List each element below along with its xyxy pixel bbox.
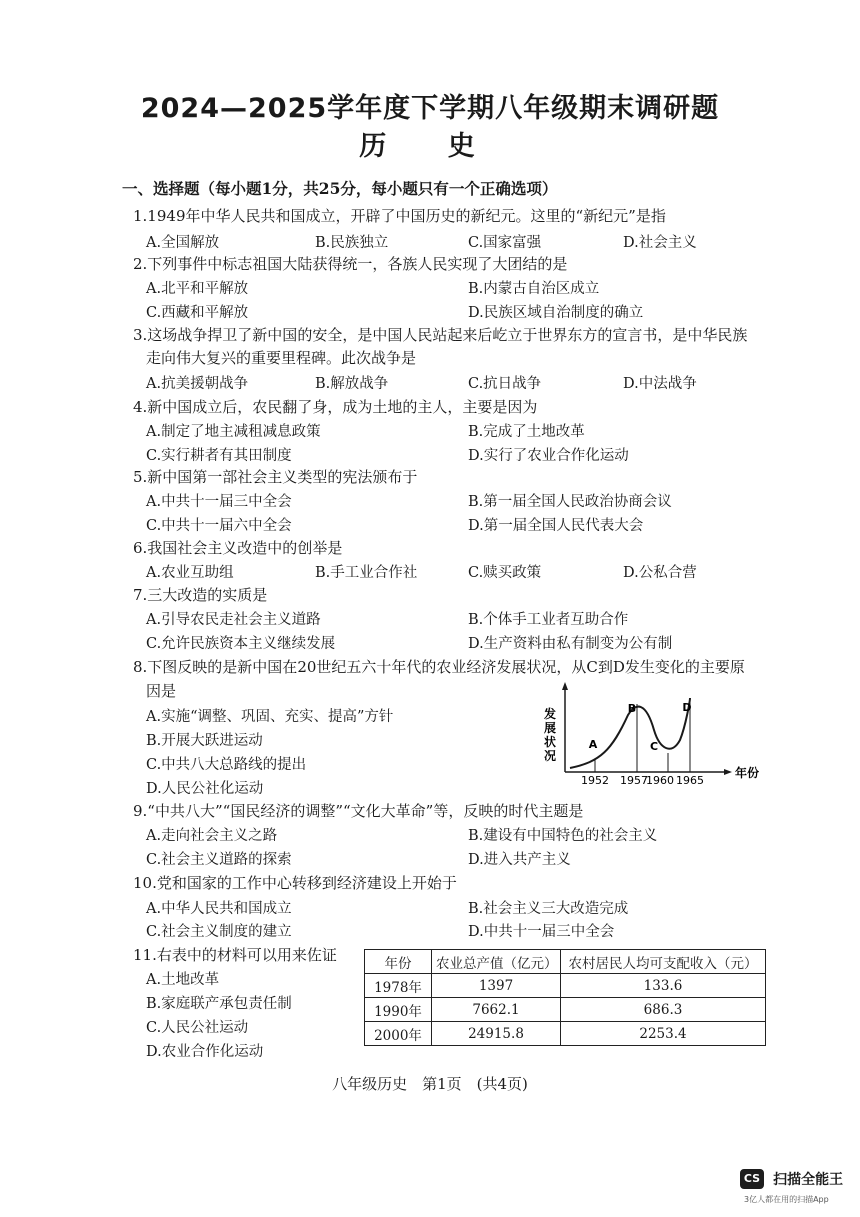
table-cell: 7662.1 xyxy=(432,998,561,1022)
table-cell: 686.3 xyxy=(561,998,766,1022)
q9-option-d: D.进入共产主义 xyxy=(468,852,571,868)
point-label-b: B xyxy=(627,702,637,715)
q11-option-c: C.人民公社运动 xyxy=(146,1020,249,1036)
table-row xyxy=(365,1022,766,1046)
q5-option-c: C.中共十一届六中全会 xyxy=(146,518,292,534)
q4-option-d: D.实行了农业合作化运动 xyxy=(468,448,629,464)
q6-option-a: A.农业互助组 xyxy=(146,565,234,581)
q11-option-a: A.土地改革 xyxy=(146,972,220,988)
q9-option-b: B.建设有中国特色的社会主义 xyxy=(468,828,658,844)
page-footer: 八年级历史 第1页 (共4页) xyxy=(332,1075,528,1093)
q2-option-d: D.民族区域自治制度的确立 xyxy=(468,305,644,321)
question-1-stem: 1.1949年中华人民共和国成立，开辟了中国历史的新纪元。这里的“新纪元”是指 xyxy=(133,207,666,225)
q4-option-c: C.实行耕者有其田制度 xyxy=(146,448,292,464)
q7-option-d: D.生产资料由私有制变为公有制 xyxy=(468,636,673,652)
question-5-stem: 5.新中国第一部社会主义类型的宪法颁布于 xyxy=(133,468,418,486)
agriculture-data-table xyxy=(364,949,766,1046)
ylabel-char-2: 展 xyxy=(543,721,557,735)
table-row xyxy=(365,998,766,1022)
q8-option-c: C.中共八大总路线的提出 xyxy=(146,757,307,773)
section-heading: 一、选择题（每小题1分，共25分，每小题只有一个正确选项） xyxy=(122,179,558,198)
q4-option-a: A.制定了地主减租减息政策 xyxy=(146,424,321,440)
q1-option-b: B.民族独立 xyxy=(315,235,389,251)
y-axis-arrow xyxy=(562,682,568,690)
q4-option-b: B.完成了土地改革 xyxy=(468,424,585,440)
q7-option-b: B.个体手工业者互助合作 xyxy=(468,612,629,628)
table-row xyxy=(365,974,766,998)
table-header-cell: 农村居民人均可支配收入（元） xyxy=(561,950,766,974)
q2-option-c: C.西藏和平解放 xyxy=(146,305,249,321)
q8-development-curve xyxy=(540,680,790,790)
q1-option-a: A.全国解放 xyxy=(146,235,220,251)
q11-option-d: D.农业合作化运动 xyxy=(146,1044,264,1060)
q5-option-b: B.第一届全国人民政治协商会议 xyxy=(468,494,672,510)
question-8-stem-cont: 因是 xyxy=(146,682,177,700)
year-tick-1957: 1957 xyxy=(620,774,648,787)
q10-option-a: A.中华人民共和国成立 xyxy=(146,901,292,917)
scanner-watermark xyxy=(740,1168,843,1189)
q2-option-b: B.内蒙古自治区成立 xyxy=(468,281,600,297)
q10-option-c: C.社会主义制度的建立 xyxy=(146,924,292,940)
point-label-a: A xyxy=(588,738,598,751)
table-cell: 2253.4 xyxy=(561,1022,766,1046)
q6-option-d: D.公私合营 xyxy=(623,565,697,581)
table-cell: 133.6 xyxy=(561,974,766,998)
q6-option-b: B.手工业合作社 xyxy=(315,565,418,581)
table-cell: 1978年 xyxy=(365,974,432,998)
q5-option-d: D.第一届全国人民代表大会 xyxy=(468,518,644,534)
scanner-app-name: 扫描全能王 xyxy=(773,1171,844,1188)
question-11-stem: 11.右表中的材料可以用来佐证 xyxy=(133,946,337,964)
table-header-row xyxy=(365,950,766,974)
question-8-stem: 8.下图反映的是新中国在20世纪五六十年代的农业经济发展状况，从C到D发生变化的主要原 xyxy=(133,658,745,676)
exam-title: 2024—2025学年度下学期八年级期末调研题 xyxy=(140,93,720,124)
point-label-c: C xyxy=(649,740,659,753)
q11-option-b: B.家庭联产承包责任制 xyxy=(146,996,292,1012)
q10-option-b: B.社会主义三大改造完成 xyxy=(468,901,629,917)
year-tick-1952: 1952 xyxy=(581,774,609,787)
question-3-stem-cont: 走向伟大复兴的重要里程碑。此次战争是 xyxy=(146,349,417,367)
q9-option-c: C.社会主义道路的探索 xyxy=(146,852,292,868)
question-6-stem: 6.我国社会主义改造中的创举是 xyxy=(133,539,343,557)
q1-option-d: D.社会主义 xyxy=(623,235,697,251)
ylabel-char-1: 发 xyxy=(543,707,557,721)
q3-option-d: D.中法战争 xyxy=(623,376,697,392)
q3-option-a: A.抗美援朝战争 xyxy=(146,376,249,392)
q9-option-a: A.走向社会主义之路 xyxy=(146,828,278,844)
scanner-tagline: 3亿人都在用的扫描App xyxy=(744,1195,829,1204)
table-header-cell: 年份 xyxy=(365,950,432,974)
scanner-logo-icon: CS xyxy=(740,1169,764,1189)
question-7-stem: 7.三大改造的实质是 xyxy=(133,586,268,604)
q3-option-b: B.解放战争 xyxy=(315,376,389,392)
table-cell: 1990年 xyxy=(365,998,432,1022)
q1-option-c: C.国家富强 xyxy=(468,235,542,251)
q6-option-c: C.赎买政策 xyxy=(468,565,542,581)
table-cell: 24915.8 xyxy=(432,1022,561,1046)
q7-option-c: C.允许民族资本主义继续发展 xyxy=(146,636,336,652)
q7-option-a: A.引导农民走社会主义道路 xyxy=(146,612,321,628)
x-axis-arrow xyxy=(724,769,732,775)
question-9-stem: 9.“中共八大”“国民经济的调整”“文化大革命”等，反映的时代主题是 xyxy=(133,802,584,820)
q8-option-b: B.开展大跃进运动 xyxy=(146,733,263,749)
question-10-stem: 10.党和国家的工作中心转移到经济建设上开始于 xyxy=(133,874,457,892)
ylabel-char-4: 况 xyxy=(543,749,557,763)
q3-option-c: C.抗日战争 xyxy=(468,376,542,392)
ylabel-char-3: 状 xyxy=(543,735,557,749)
question-4-stem: 4.新中国成立后，农民翻了身，成为土地的主人，主要是因为 xyxy=(133,398,538,416)
question-3-stem: 3.这场战争捍卫了新中国的安全，是中国人民站起来后屹立于世界东方的宣言书，是中华民族 xyxy=(133,326,748,344)
q5-option-a: A.中共十一届三中全会 xyxy=(146,494,292,510)
q8-option-d: D.人民公社化运动 xyxy=(146,781,264,797)
q2-option-a: A.北平和平解放 xyxy=(146,281,249,297)
year-tick-1960: 1960 xyxy=(646,774,674,787)
year-tick-1965: 1965 xyxy=(676,774,704,787)
subject-title: 历 史 xyxy=(359,131,501,162)
question-2-stem: 2.下列事件中标志祖国大陆获得统一，各族人民实现了大团结的是 xyxy=(133,255,568,273)
table-header-cell: 农业总产值（亿元） xyxy=(432,950,561,974)
q10-option-d: D.中共十一届三中全会 xyxy=(468,924,615,940)
point-label-d: D xyxy=(682,701,692,714)
table-cell: 1397 xyxy=(432,974,561,998)
xlabel: 年份 xyxy=(734,766,760,780)
q8-option-a: A.实施“调整、巩固、充实、提高”方针 xyxy=(146,709,394,725)
table-cell: 2000年 xyxy=(365,1022,432,1046)
